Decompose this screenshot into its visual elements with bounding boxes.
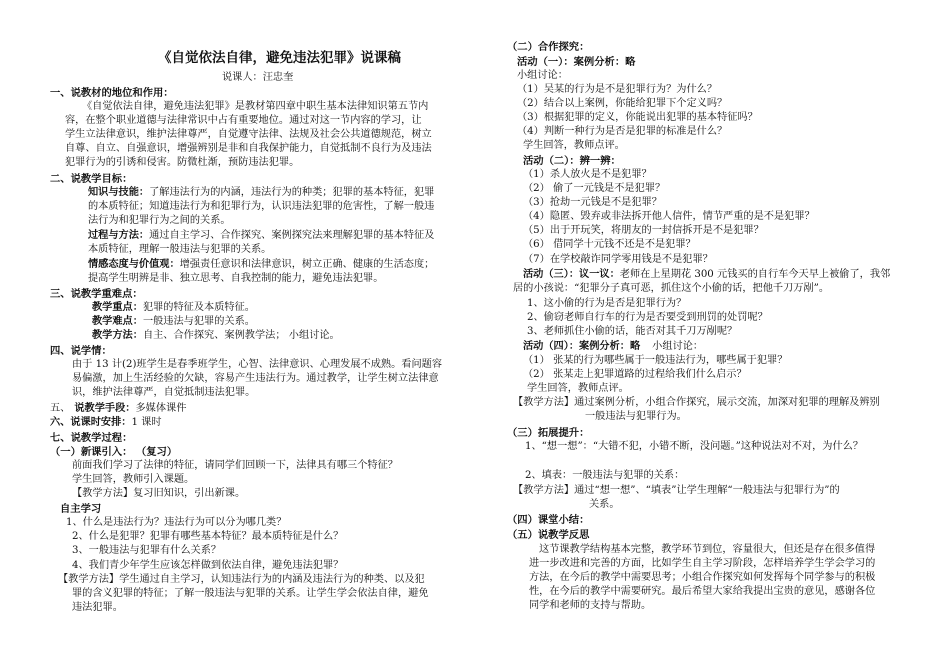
activity-3-text-1: 老师在上星期花 300 元钱买的自行车今天早上被偷了，我邻 [619,269,891,280]
ext-line-4: 关系。 [589,499,620,510]
p1-line-2: 学生回答，教师引入课题。 [72,474,195,485]
p1-line-1: 前面我们学习了法律的特征，请同学们回顾一下，法律具有哪三个特征？ [72,460,398,471]
teaching-method [92,329,340,343]
page-title: 《自觉依法自律，避免违法犯罪》说课稿 [158,50,401,66]
self-study-heading: 自主学习 [60,503,102,515]
a2-line-5: （5）出于开玩笑，将朋友的一封信拆开是不是犯罪？ [523,225,764,236]
s1-line-1: 《自觉依法自律，避免违法犯罪》是教材第四章中职生基本法律知识第五节内 [82,101,429,112]
a4-method-2: 一般违法与犯罪行为。 [585,411,687,422]
a2-line-4: （4）隐匿、毁弃或非法拆开他人信件，情节严重的是不是犯罪？ [523,211,815,222]
self-method-2: 罪的含义犯罪的特征；了解一般违法与犯罪的关系。让学生学会依法自律，避免 [72,588,429,599]
a3-q2: 2、偷窃老师自行车的行为是否要受到刑罚的处罚呢？ [527,312,768,323]
key-point-text: 犯罪的特征及本质特征。 [142,302,255,313]
section-7-heading: 七、说教学过程： [50,432,133,444]
activity-3-heading [523,268,890,282]
activity-4-tail: 小组讨论： [652,341,704,352]
ext-line-3: 【教学方法】通过“想一想”、“填表”让学生理解“一般违法与犯罪行为”的 [513,485,840,496]
s1-line-4: 自尊、自立、自强意识，增强辨别是非和自我保护能力，自觉抵制不良行为及违法 [65,143,432,154]
teaching-method-text: 自主、合作探究、案例教学法； 小组讨论。 [142,330,340,341]
activity-4-heading [523,340,703,354]
reflection-line-4: 性，在今后的教学中需要研究。最后希望大家给我提出宝贵的意见，感谢各位 [529,586,876,597]
difficult-point [92,315,255,329]
coop-heading: （二）合作探究： [507,41,590,53]
summary-heading: （四）课堂小结： [507,514,590,526]
activity-4-label: 活动（四）：案例分析：略 [523,341,641,352]
difficult-point-label: 教学难点： [92,316,143,327]
goal-process-line-2: 本质特征，理解一般违法与犯罪的关系。 [88,244,272,255]
a1-line-3: （2）结合以上案例，你能给犯罪下个定义吗？ [517,98,728,109]
goal-emotion-label: 情感态度与价值观： [88,259,180,270]
goal-knowledge-line-3: 法行为和犯罪行为之间的关系。 [88,215,231,226]
teaching-method-label: 教学方法： [92,330,143,341]
s1-line-2: 容，在整个职业道德与法律常识中占有重要地位。通过对这一节内容的学习，让 [65,115,422,126]
a2-line-1: （1）杀人放火是不是犯罪？ [523,169,652,180]
reflection-line-1: 这节课教学结构基本完整，教学环节到位，容量很大，但还是存在很多值得 [539,544,876,555]
key-point-label: 教学重点： [92,302,143,313]
a2-line-2: （2） 偷了一元钱是不是犯罪？ [523,183,666,194]
key-point [92,301,255,315]
a1-line-5: （4）判断一种行为是否是犯罪的标准是什么？ [517,126,728,137]
s4-line-2: 易偏激，加上生活经验的欠缺，容易产生违法行为。通过教学，让学生树立法律意 [72,373,439,384]
goal-emotion-line-2: 提高学生明辨是非、独立思考、自我控制的能力，避免违法犯罪。 [88,273,384,284]
section-6-label: 六、说课时安排： [50,417,132,428]
s4-line-1: 由于 13 计(2)班学生是春季班学生，心智、法律意识、心理发展不成熟。看问题容 [72,359,443,370]
a4-line-2: （2） 张某走上犯罪道路的过程给我们什么启示？ [523,369,747,380]
self-q4: 4、我们青少年学生应该怎样做到依法自律，避免违法犯罪？ [72,560,344,571]
activity-3-label: 活动（三）：议一议： [523,269,620,280]
a2-line-6: （6） 借同学十元钱不还是不是犯罪？ [523,239,696,250]
extension-heading: （三）拓展提升： [507,427,590,439]
reflection-line-2: 进一步改进和完善的方面，比如学生自主学习阶段，怎样培养学生学会学习的 [529,558,876,569]
section-1-heading: 一、说教材的地位和作用： [50,87,174,99]
goal-emotion [88,258,434,272]
self-q3: 3、一般违法与犯罪有什么关系？ [72,545,222,556]
section-5-text: 多媒体课件 [135,403,187,414]
ext-line-1: 1、“想一想”：“大错不犯，小错不断，没问题。”这种说法对不对，为什么？ [525,441,864,452]
goal-process-text: 通过自主学习、合作探究、案例探究法来理解犯罪的基本特征及 [149,230,435,241]
section-4-heading: 四、说学情： [50,345,112,357]
a2-line-7: （7）在学校敲诈同学零用钱是不是犯罪？ [523,254,713,265]
goal-emotion-text: 增强责任意识和法律意识，树立正确、健康的生活态度； [179,259,435,270]
activity-2-heading: 活动（二）：辨一辨： [523,155,621,167]
a4-line-3: 学生回答，教师点评。 [527,383,629,394]
a4-method-1: 【教学方法】通过案例分析，小组合作探究，展示交流，加深对犯罪的理解及辨别 [513,397,880,408]
section-5-label: 说教学手段： [74,403,136,414]
p1-line-3: 【教学方法】复习旧知识，引出新课。 [72,488,246,499]
speaker-line: 说课人：汪忠奎 [222,72,294,83]
activity-1-heading: 活动（一）：案例分析：略 [517,56,636,68]
section-5-number: 五、 [50,403,71,414]
a1-line-4: （3）根据犯罪的定义，你能说出犯罪的基本特征吗？ [517,112,758,123]
goal-process-label: 过程与方法： [88,230,150,241]
self-q1: 1、什么是违法行为？违法行为可以分为哪几类？ [66,517,287,528]
goal-process [88,229,434,243]
section-5-heading [50,402,186,416]
a1-line-2: （1）吴某的行为是不是犯罪行为？为什么？ [517,84,718,95]
goal-knowledge-text: 了解违法行为的内涵，违法行为的种类；犯罪的基本特征，犯罪 [149,187,435,198]
section-6-heading [50,416,162,430]
section-6-text: 1 课时 [131,417,162,428]
reflection-line-5: 同学和老师的支持与帮助。 [529,600,652,611]
section-2-heading: 二、说教学目标： [50,173,133,185]
s1-line-3: 学生立法律意识，维护法律尊严，自觉遵守法律、法规及社会公共道德规范，树立 [65,129,432,140]
goal-knowledge-line-2: 的本质特征；知道违法行为和犯罪行为，认识违法犯罪的危害性，了解一般违 [88,201,435,212]
a1-line-1: 小组讨论： [517,70,568,81]
section-3-heading: 三、说教学重难点： [50,288,143,300]
self-method-3: 违法犯罪。 [72,602,123,613]
activity-3-text-2: 居的小孩说：“犯罪分子真可恶，抓住这个小偷的话，把他千刀万剐”。 [513,283,830,294]
a2-line-3: （3）抢劫一元钱是不是犯罪？ [523,197,662,208]
s1-line-5: 犯罪行为的引诱和侵害。防微杜渐，预防违法犯罪。 [65,157,300,168]
process-1-heading: （一）新课引入： （复习） [50,446,178,458]
a4-line-1: （1） 张某的行为哪些属于一般违法行为，哪些属于犯罪？ [523,355,788,366]
self-q2: 2、什么是犯罪？犯罪有哪些基本特征？最本质特征是什么？ [72,531,344,542]
reflection-heading: （五）说教学反思 [507,529,590,541]
goal-knowledge-label: 知识与技能： [88,187,150,198]
reflection-line-3: 方法，在今后的教学中需要思考；小组合作探究如何发挥每个同学参与的积极 [529,572,876,583]
self-method-1: 【教学方法】学生通过自主学习，认知违法行为的内涵及违法行为的种类、以及犯 [58,574,425,585]
s4-line-3: 识，维护法律尊严，自觉抵制违法犯罪。 [72,387,256,398]
a3-q3: 3、老师抓住小偷的话，能否对其千刀万剐呢？ [527,326,738,337]
a1-line-6: 学生回答，教师点评。 [523,140,625,151]
ext-line-2: 2、填表：一般违法与犯罪的关系： [525,470,685,481]
a3-q1: 1、这小偷的行为是否是犯罪行为？ [527,298,687,309]
goal-knowledge [88,186,434,200]
difficult-point-text: 一般违法与犯罪的关系。 [142,316,255,327]
